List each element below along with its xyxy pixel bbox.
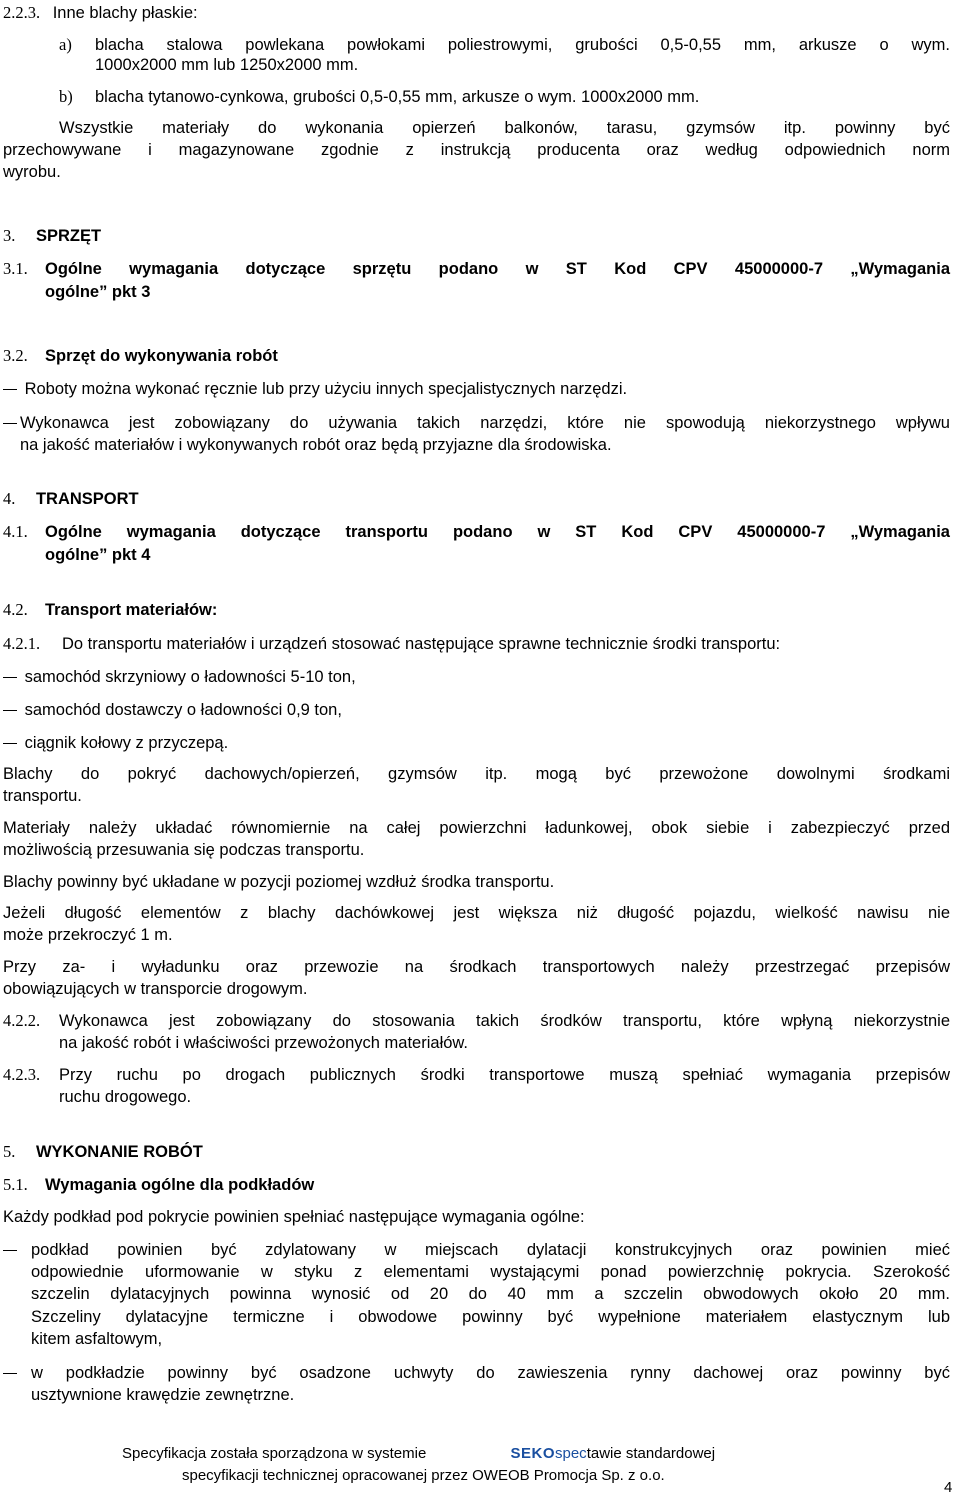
section-4-2-title: Transport materiałów:	[45, 601, 218, 619]
dash-item-text: Roboty można wykonać ręcznie lub przy użyciu innych specjalistycznych narzędzi.	[24, 380, 628, 398]
list-item-text: ciągnik kołowy z przyczepą.	[24, 734, 229, 752]
logo-seko: SEKO	[510, 1445, 555, 1462]
list-item-text: samochód dostawczy o ładowności 0,9 ton,	[24, 701, 342, 719]
section-number-3-1: 3.1.	[3, 259, 28, 278]
dash-bullet-row	[3, 1363, 17, 1383]
seko-logo	[510, 1445, 586, 1462]
dash-item-text-line1: Wykonawca jest zobowiązany do używania takich narzędzi, które nie spowodują niekorzystnego wpływu	[20, 414, 950, 432]
list-letter-a: a)	[59, 35, 72, 54]
dash-bullet	[3, 1373, 17, 1374]
section-4-2-3-line1: Przy ruchu po drogach publicznych środki transportowe muszą spełniać wymagania przepisów	[59, 1066, 950, 1084]
footer-line1	[122, 1444, 715, 1464]
dash-item-text-line5: kitem asfaltowym,	[31, 1330, 163, 1348]
dash-bullet-row	[3, 1240, 17, 1260]
list-item-a-line1: blacha stalowa powlekana powłokami poliestrowymi, grubości 0,5-0,55 mm, arkusze o wym.	[95, 36, 950, 54]
paragraph-3: Blachy powinny być układane w pozycji poziomej wzdłuż środka transportu.	[3, 873, 555, 891]
section-3	[3, 226, 101, 246]
section-3-1-line1: Ogólne wymagania dotyczące sprzętu podano w ST Kod CPV 45000000-7 „Wymagania	[45, 260, 950, 278]
paragraph-4-line2: może przekroczyć 1 m.	[3, 926, 173, 944]
page-number: 4	[944, 1479, 953, 1496]
storage-line3: wyrobu.	[3, 163, 61, 181]
section-number: 4.	[3, 489, 16, 508]
dash-item	[3, 379, 627, 399]
section-number-3-2: 3.2.	[3, 346, 28, 365]
section-number-4-2-1: 4.2.1.	[3, 634, 41, 653]
list-letter-b: b)	[59, 87, 73, 106]
dash-item-text-line2: usztywnione krawędzie zewnętrzne.	[31, 1386, 295, 1404]
footer-line2: specyfikacji technicznej opracowanej przez OWEOB Promocja Sp. z o.o.	[182, 1467, 665, 1484]
section-4-2-2-line2: na jakość robót i właściwości przewożonych materiałów.	[59, 1034, 469, 1052]
section-title: WYKONANIE ROBÓT	[35, 1143, 203, 1161]
section-4	[3, 489, 139, 509]
dash-item-text-line2: odpowiednie uformowanie w styku z elementami wystającymi ponad powierzchnię pokrycia. Szerokość	[31, 1263, 950, 1281]
section-5-1-intro: Każdy podkład pod pokrycie powinien spełniać następujące wymagania ogólne:	[3, 1208, 585, 1226]
section-title: Inne blachy płaskie:	[52, 4, 198, 22]
footer-post: tawie standardowej	[586, 1445, 716, 1462]
paragraph-4-line1: Jeżeli długość elementów z blachy dachówkowej jest większa niż długość pojazdu, wielkość nawisu nie	[3, 904, 950, 922]
paragraph-1-line2: transportu.	[3, 787, 82, 805]
section-4-1-line2: ogólne” pkt 4	[45, 546, 151, 564]
dash-item-text-line1: podkład powinien być zdylatowany w miejscach dylatacji konstrukcyjnych oraz powinien mieć	[31, 1241, 950, 1259]
section-3-1-line2: ogólne” pkt 3	[45, 283, 151, 301]
section-number-4-2-2: 4.2.2.	[3, 1011, 41, 1030]
logo-spec: spec	[555, 1445, 587, 1462]
paragraph-5-line2: obowiązujących w transporcie drogowym.	[3, 980, 308, 998]
section-5-1-title: Wymagania ogólne dla podkładów	[45, 1176, 315, 1194]
dash-item-text-line2: na jakość materiałów i wykonywanych robót oraz będą przyjazne dla środowiska.	[20, 436, 612, 454]
section-title: SPRZĘT	[35, 227, 102, 245]
list-item	[3, 700, 342, 720]
paragraph-2-line1: Materiały należy układać równomiernie na całej powierzchni ładunkowej, obok siebie i zabezpieczyć przed	[3, 819, 950, 837]
section-4-1-line1: Ogólne wymagania dotyczące transportu podano w ST Kod CPV 45000000-7 „Wymagania	[45, 523, 950, 541]
section-number-4-1: 4.1.	[3, 522, 28, 541]
dash-bullet	[3, 1250, 17, 1251]
section-4-2-3-line2: ruchu drogowego.	[59, 1088, 192, 1106]
list-item-a-line2: 1000x2000 mm lub 1250x2000 mm.	[95, 56, 359, 74]
dash-bullet	[3, 677, 17, 678]
section-4-2-1-text: Do transportu materiałów i urządzeń stosować następujące sprawne technicznie środki transportu:	[62, 635, 781, 653]
dash-item-text-line3: szczelin dylatacyjnych powinna wynosić od 20 do 40 mm a szczelin obwodowych około 20 mm.	[31, 1285, 950, 1303]
section-title: TRANSPORT	[35, 490, 139, 508]
storage-line1: Wszystkie materiały do wykonania opierzeń balkonów, tarasu, gzymsów itp. powinny być	[59, 119, 950, 137]
dash-item-text-line1: w podkładzie powinny być osadzone uchwyty do zawieszenia rynny dachowej oraz powinny być	[31, 1364, 950, 1382]
storage-line2: przechowywane i magazynowane zgodnie z instrukcją producenta oraz według odpowiednich norm	[3, 141, 950, 159]
dash-bullet	[3, 710, 17, 711]
paragraph-2-line2: możliwością przesuwania się podczas transportu.	[3, 841, 365, 859]
list-item-b-line1: blacha tytanowo-cynkowa, grubości 0,5-0,55 mm, arkusze o wym. 1000x2000 mm.	[95, 88, 700, 106]
paragraph-1-line1: Blachy do pokryć dachowych/opierzeń, gzymsów itp. mogą być przewożone dowolnymi środkami	[3, 765, 950, 783]
section-2-2-3	[3, 3, 198, 23]
paragraph-5-line1: Przy za- i wyładunku oraz przewozie na środkach transportowych należy przestrzegać przepisów	[3, 958, 950, 976]
section-number-4-2-3: 4.2.3.	[3, 1065, 41, 1084]
list-item-text: samochód skrzyniowy o ładowności 5-10 ton,	[24, 668, 356, 686]
dash-bullet-row	[3, 413, 17, 433]
section-number: 2.2.3.	[3, 3, 41, 22]
dash-item-text-line4: Szczeliny dylatacyjne termiczne i obwodowe powinny być wypełnione materiałem elastycznym lub	[31, 1308, 950, 1326]
section-number: 5.	[3, 1142, 16, 1161]
footer-pre: Specyfikacja została sporządzona w systemie	[122, 1445, 427, 1462]
section-4-2-2-line1: Wykonawca jest zobowiązany do stosowania takich środków transportu, które wpłyną niekorzystnie	[59, 1012, 950, 1030]
section-number: 3.	[3, 226, 16, 245]
dash-bullet	[3, 389, 17, 390]
section-number-4-2: 4.2.	[3, 600, 28, 619]
section-5	[3, 1142, 203, 1162]
section-3-2-title: Sprzęt do wykonywania robót	[45, 347, 278, 365]
dash-bullet	[3, 743, 17, 744]
dash-bullet	[3, 423, 17, 424]
section-number-5-1: 5.1.	[3, 1175, 28, 1194]
list-item	[3, 667, 356, 687]
list-item	[3, 733, 228, 753]
